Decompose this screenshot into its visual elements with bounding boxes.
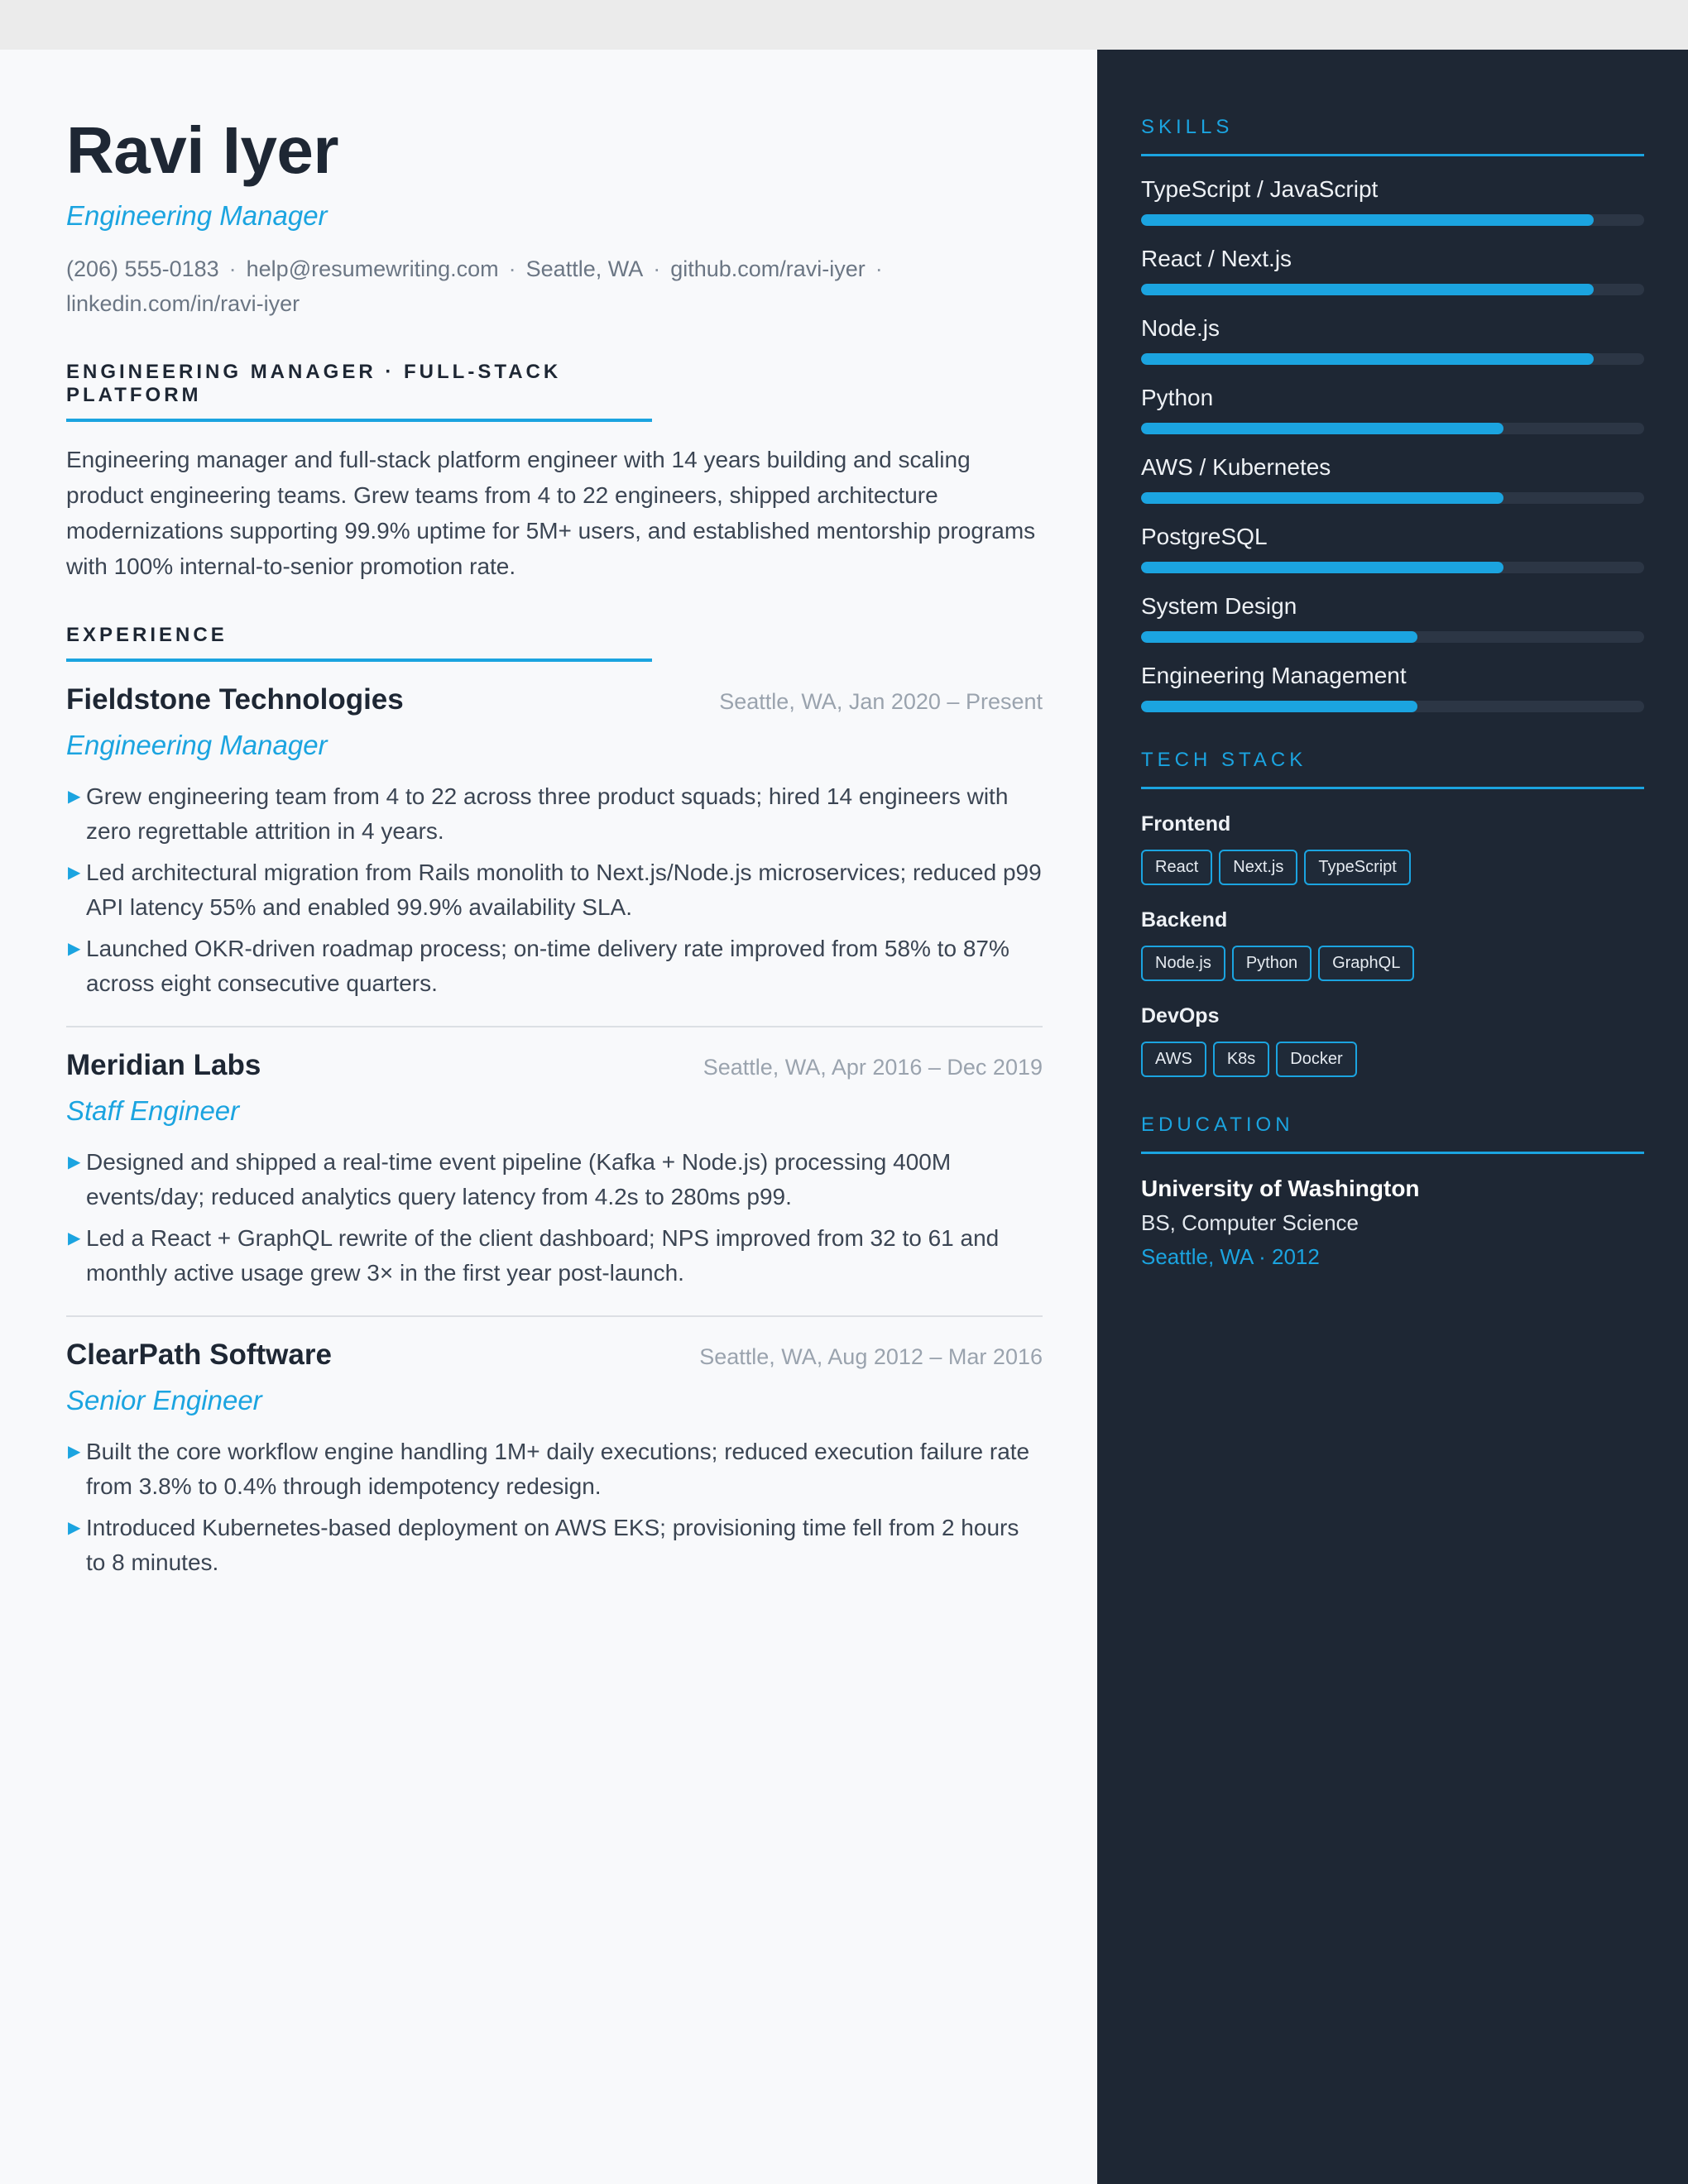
tech-tag: Python (1232, 946, 1312, 981)
education-section (1141, 1114, 1644, 1270)
job-header (66, 1049, 1043, 1082)
job-company: Fieldstone Technologies (66, 683, 404, 716)
skill-item (1141, 663, 1644, 712)
skill-label: System Design (1141, 593, 1297, 619)
skill-bar-fill (1141, 492, 1503, 504)
tech-groups (1141, 812, 1644, 1077)
tech-tag: TypeScript (1304, 850, 1410, 885)
caret-right-icon: ▶ (68, 788, 81, 806)
skill-label: React / Next.js (1141, 246, 1292, 271)
job-role: Engineering Manager (66, 730, 328, 760)
tech-tag: K8s (1213, 1042, 1269, 1077)
contact-separator: · (228, 256, 237, 281)
skill-bar (1141, 492, 1644, 504)
skill-bar (1141, 423, 1644, 434)
education-school: University of Washington (1141, 1176, 1420, 1201)
skill-bar-fill (1141, 423, 1503, 434)
job-meta: Seattle, WA, Apr 2016 – Dec 2019 (703, 1055, 1043, 1080)
job-header (66, 1339, 1043, 1372)
tech-tag: Docker (1276, 1042, 1356, 1077)
skills-heading: SKILLS (1141, 116, 1644, 156)
skill-bar (1141, 284, 1644, 295)
tech-group-label: DevOps (1141, 1004, 1220, 1027)
contact-separator: · (875, 256, 883, 281)
job-bullets (66, 779, 1043, 1001)
skill-label: Node.js (1141, 315, 1220, 341)
skill-item (1141, 524, 1644, 573)
caret-right-icon: ▶ (68, 1153, 81, 1171)
contact-linkedin[interactable]: linkedin.com/in/ravi-iyer (66, 291, 300, 316)
job-bullet-text: Launched OKR-driven roadmap process; on-time delivery rate improved from 58% to 87% across eight consecutive quarters. (86, 936, 1009, 996)
tech-stack-section (1141, 749, 1644, 1077)
tech-tags (1141, 850, 1644, 885)
contact-location: Seattle, WA (525, 256, 644, 281)
job-bullet-text: Grew engineering team from 4 to 22 across three product squads; hired 14 engineers with zero regrettable attrition in 4 years. (86, 783, 1009, 844)
job-meta: Seattle, WA, Aug 2012 – Mar 2016 (699, 1344, 1043, 1369)
skill-item (1141, 385, 1644, 434)
education-heading: EDUCATION (1141, 1114, 1644, 1154)
tech-tag: Next.js (1219, 850, 1297, 885)
contact-email[interactable]: help@resumewriting.com (246, 256, 499, 281)
job-entry (66, 1026, 1043, 1291)
caret-right-icon: ▶ (68, 940, 81, 958)
skill-bar-fill (1141, 214, 1594, 226)
skill-item (1141, 246, 1644, 295)
summary-text: Engineering manager and full-stack platform engineer with 14 years building and scaling product engineering teams. Grew teams from 4 to 22 engineers, shipped architecture modernizations supporting 99.9% uptime for 5M+ users, and established mentorship programs with 100% internal-to-senior promotion rate. (66, 447, 1036, 579)
skill-label: AWS / Kubernetes (1141, 454, 1331, 480)
job-bullets (66, 1434, 1043, 1580)
education-degree: BS, Computer Science (1141, 1210, 1360, 1235)
skill-bar-fill (1141, 562, 1503, 573)
skill-bar (1141, 631, 1644, 643)
candidate-name: Ravi Iyer (66, 113, 339, 187)
job-company: ClearPath Software (66, 1339, 332, 1371)
skill-bar-fill (1141, 631, 1417, 643)
job-bullet-text: Led architectural migration from Rails monolith to Next.js/Node.js microservices; reduced p99 API latency 55% and enabled 99.9% availability SLA. (86, 860, 1042, 920)
contact-github[interactable]: github.com/ravi-iyer (670, 256, 866, 281)
job-bullet-text: Led a React + GraphQL rewrite of the client dashboard; NPS improved from 32 to 61 and monthly active usage grew 3× in the first year post-launch. (86, 1225, 1000, 1286)
skill-bar (1141, 353, 1644, 365)
caret-right-icon: ▶ (68, 1519, 81, 1537)
job-bullet (66, 1145, 1043, 1214)
job-company: Meridian Labs (66, 1049, 261, 1081)
job-role: Senior Engineer (66, 1385, 262, 1415)
experience-heading: EXPERIENCE (66, 624, 652, 662)
tech-tags (1141, 946, 1644, 981)
job-bullet (66, 779, 1043, 849)
main-column (0, 50, 1097, 2184)
contact-separator: · (653, 256, 661, 281)
job-entry (66, 1315, 1043, 1580)
contact-phone: (206) 555-0183 (66, 256, 219, 281)
tech-group-label: Backend (1141, 908, 1228, 932)
skill-label: Engineering Management (1141, 663, 1407, 688)
job-bullet-text: Introduced Kubernetes-based deployment on AWS EKS; provisioning time fell from 2 hours to 8 minutes. (86, 1515, 1019, 1575)
tech-tag: React (1141, 850, 1212, 885)
job-bullet-text: Designed and shipped a real-time event pipeline (Kafka + Node.js) processing 400M events/day; reduced analytics query latency from 4.2s to 280ms p99. (86, 1149, 952, 1209)
contact-line (66, 251, 976, 321)
caret-right-icon: ▶ (68, 1229, 81, 1248)
job-meta: Seattle, WA, Jan 2020 – Present (719, 689, 1043, 714)
skill-item (1141, 176, 1644, 226)
job-bullets (66, 1145, 1043, 1291)
job-bullet (66, 1511, 1043, 1580)
tech-tags (1141, 1042, 1644, 1077)
job-entry (66, 683, 1043, 1001)
contact-separator: · (508, 256, 516, 281)
skill-label: PostgreSQL (1141, 524, 1268, 549)
job-bullet (66, 855, 1043, 925)
skill-bar-fill (1141, 353, 1594, 365)
skill-item (1141, 315, 1644, 365)
skill-bar (1141, 214, 1644, 226)
job-header (66, 683, 1043, 716)
job-bullet (66, 1434, 1043, 1504)
summary-heading: ENGINEERING MANAGER · FULL-STACK PLATFORM (66, 361, 652, 422)
job-bullet (66, 932, 1043, 1001)
skill-label: Python (1141, 385, 1214, 410)
caret-right-icon: ▶ (68, 1443, 81, 1461)
job-role: Staff Engineer (66, 1095, 240, 1126)
skill-label: TypeScript / JavaScript (1141, 176, 1379, 202)
skill-bar-fill (1141, 701, 1417, 712)
job-bullet-text: Built the core workflow engine handling 1M+ daily executions; reduced execution failure rate from 3.8% to 0.4% through idempotency redesign. (86, 1439, 1030, 1499)
tech-tag: AWS (1141, 1042, 1206, 1077)
tech-group-label: Frontend (1141, 812, 1231, 836)
candidate-title: Engineering Manager (66, 200, 328, 231)
skill-bar (1141, 562, 1644, 573)
skills-list (1141, 176, 1644, 712)
skill-bar (1141, 701, 1644, 712)
skill-item (1141, 454, 1644, 504)
job-bullet (66, 1221, 1043, 1291)
top-bar (0, 0, 1688, 50)
education-location: Seattle, WA · 2012 (1141, 1244, 1320, 1269)
tech-tag: Node.js (1141, 946, 1225, 981)
skill-bar-fill (1141, 284, 1594, 295)
caret-right-icon: ▶ (68, 864, 81, 882)
tech-tag: GraphQL (1318, 946, 1414, 981)
tech-stack-heading: TECH STACK (1141, 749, 1644, 789)
sidebar-column (1097, 50, 1688, 2184)
resume-page (0, 50, 1688, 2184)
skill-item (1141, 593, 1644, 643)
